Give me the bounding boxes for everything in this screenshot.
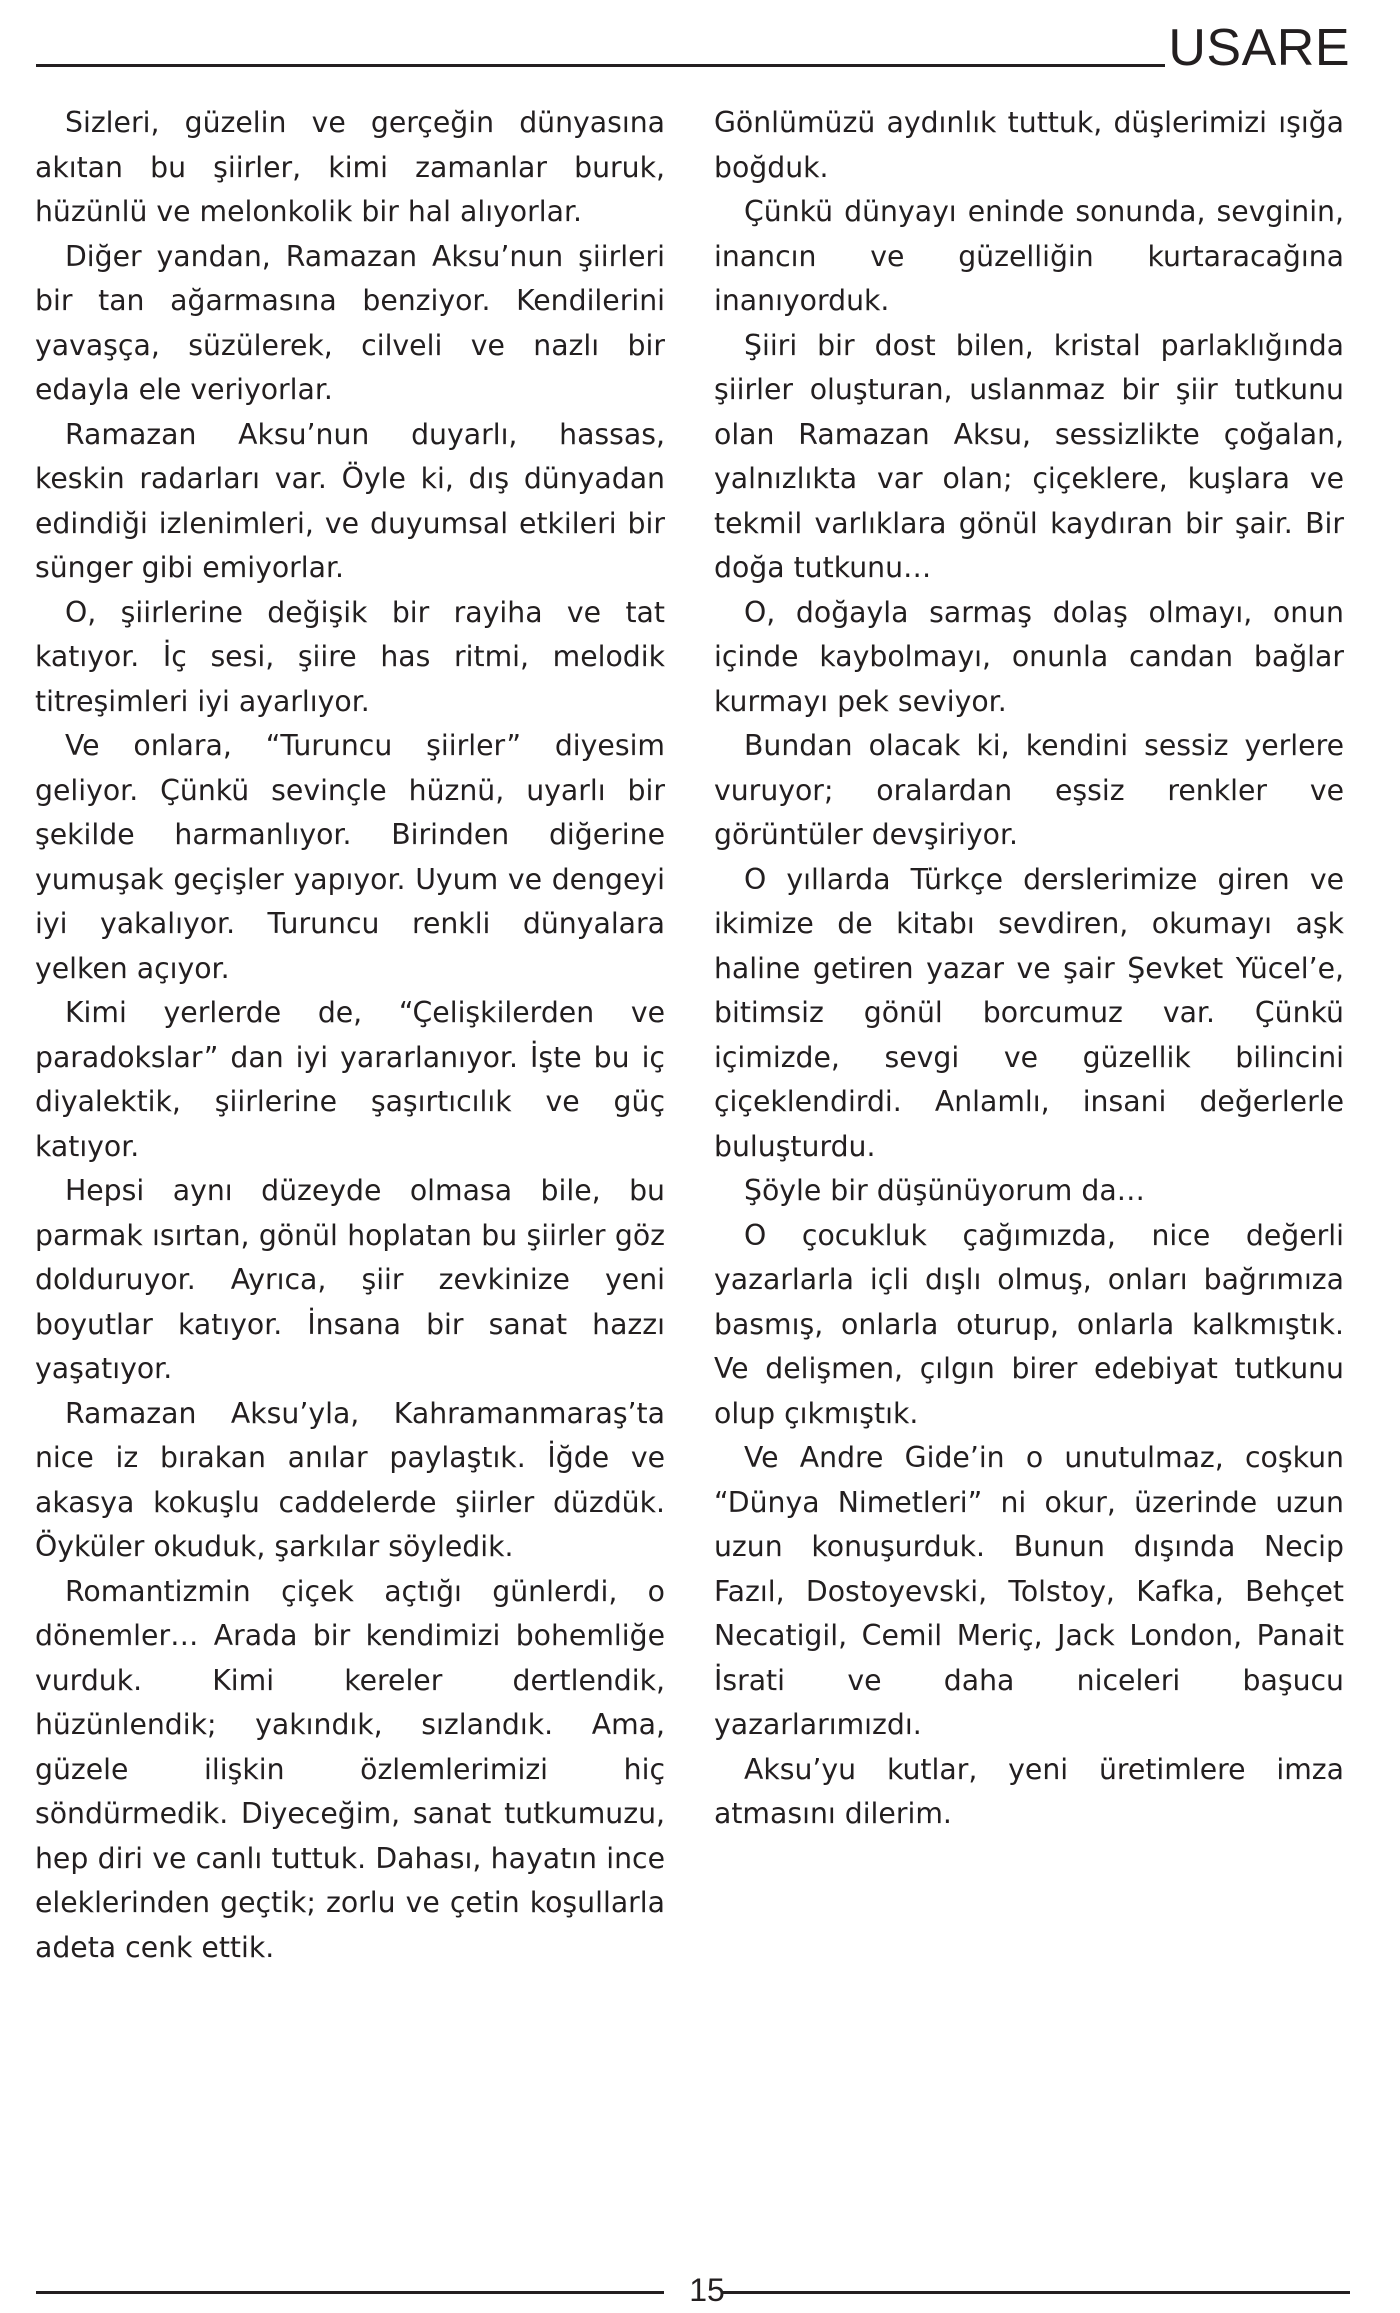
paragraph: Çünkü dünyayı eninde sonunda, sevginin, inancın ve güzelliğin kurtaracağına inanıyorduk. <box>714 195 1344 317</box>
paragraph: Gönlümüzü aydınlık tuttuk, düşlerimizi ışığa boğduk. <box>714 106 1344 184</box>
page-header <box>36 19 1350 77</box>
right-column <box>714 101 1344 1837</box>
paragraph: Ramazan Aksu’yla, Kahramanmaraş’ta nice iz bırakan anılar paylaştık. İğde ve akasya kokuşlu caddelerde şiirler düzdük. Öyküler okuduk, şarkılar söyledik. <box>35 1396 665 1563</box>
paragraph: O çocukluk çağımızda, nice değerli yazarlarla içli dışlı olmuş, onları bağrımıza basmış, onlarla oturup, onlarla kalkmıştık. Ve delişmen, çılgın birer edebiyat tutkunu olup çıkmıştık. <box>714 1218 1344 1430</box>
paragraph: Kimi yerlerde de, “Çelişkilerden ve paradokslar” dan iyi yararlanıyor. İşte bu iç diyalektik, şiirlerine şaşırtıcılık ve güç katıyor. <box>35 996 665 1163</box>
paragraph: O, doğayla sarmaş dolaş olmayı, onun içinde kaybolmayı, onunla candan bağlar kurmayı pek seviyor. <box>714 595 1344 718</box>
header-rule <box>36 64 1165 67</box>
page-footer <box>36 2272 1350 2308</box>
paragraph: O yıllarda Türkçe derslerimize giren ve ikimize de kitabı sevdiren, okumayı aşk haline getiren yazar ve şair Şevket Yücel’e, bitimsiz gönül borcumuz var. Çünkü içimizde, sevgi ve güzellik bilincini çiçeklendirdi. Anlamlı, insani değerlerle buluşturdu. <box>714 862 1344 1163</box>
paragraph: Bundan olacak ki, kendini sessiz yerlere vuruyor; oralardan eşsiz renkler ve görüntüler devşiriyor. <box>714 729 1344 851</box>
page-number: 15 <box>689 2272 725 2308</box>
paragraph: Romantizmin çiçek açtığı günlerdi, o dönemler… Arada bir kendimizi bohemliğe vurduk. Kimi kereler dertlendik, hüzünlendik; yakındık, sızlandık. Ama, güzele ilişkin özlemlerimizi hiç söndürmedik. Diyeceğim, sanat tutkumuzu, hep diri ve canlı tuttuk. Dahası, hayatın ince eleklerinden geçtik; zorlu ve çetin koşullarla adeta cenk ettik. <box>35 1574 665 1964</box>
paragraph: Şöyle bir düşünüyorum da… <box>744 1174 1145 1207</box>
paragraph: Şiiri bir dost bilen, kristal parlaklığında şiirler oluşturan, uslanmaz bir şiir tutkunu olan Ramazan Aksu, sessizlikte çoğalan, yalnızlıkta var olan; çiçeklere, kuşlara ve tekmil varlıklara gönül kaydıran bir şair. Bir doğa tutkunu… <box>714 328 1344 584</box>
journal-name: USARE <box>1168 19 1350 77</box>
paragraph: O, şiirlerine değişik bir rayiha ve tat katıyor. İç sesi, şiire has ritmi, melodik titreşimleri iyi ayarlıyor. <box>35 595 665 718</box>
paragraph: Sizleri, güzelin ve gerçeğin dünyasına akıtan bu şiirler, kimi zamanlar buruk, hüzünlü ve melonkolik bir hal alıyorlar. <box>35 106 665 228</box>
paragraph: Ramazan Aksu’nun duyarlı, hassas, keskin radarları var. Öyle ki, dış dünyadan edindiği izlenimleri, ve duyumsal etkileri bir sünger gibi emiyorlar. <box>35 417 665 584</box>
paragraph: Ve Andre Gide’in o unutulmaz, coşkun “Dünya Nimetleri” ni okur, üzerinde uzun uzun konuşurduk. Bunun dışında Necip Fazıl, Dostoyevski, Tolstoy, Kafka, Behçet Necatigil, Cemil Meriç, Jack London, Panait İsrati ve daha niceleri başucu yazarlarımızdı. <box>714 1441 1344 1741</box>
left-column <box>35 101 665 1970</box>
footer-rule-right <box>722 2291 1350 2294</box>
paragraph: Aksu’yu kutlar, yeni üretimlere imza atmasını dilerim. <box>714 1752 1344 1830</box>
paragraph: Hepsi aynı düzeyde olmasa bile, bu parmak ısırtan, gönül hoplatan bu şiirler göz dolduruyor. Ayrıca, şiir zevkinize yeni boyutlar katıyor. İnsana bir sanat hazzı yaşatıyor. <box>35 1174 665 1385</box>
footer-rule-left <box>36 2291 664 2294</box>
paragraph: Diğer yandan, Ramazan Aksu’nun şiirleri bir tan ağarmasına benziyor. Kendilerini yavaşça, süzülerek, cilveli ve nazlı bir edayla ele veriyorlar. <box>35 239 665 406</box>
paragraph: Ve onlara, “Turuncu şiirler” diyesim geliyor. Çünkü sevinçle hüznü, uyarlı bir şekilde harmanlıyor. Birinden diğerine yumuşak geçişler yapıyor. Uyum ve dengeyi iyi yakalıyor. Turuncu renkli dünyalara yelken açıyor. <box>35 729 665 985</box>
